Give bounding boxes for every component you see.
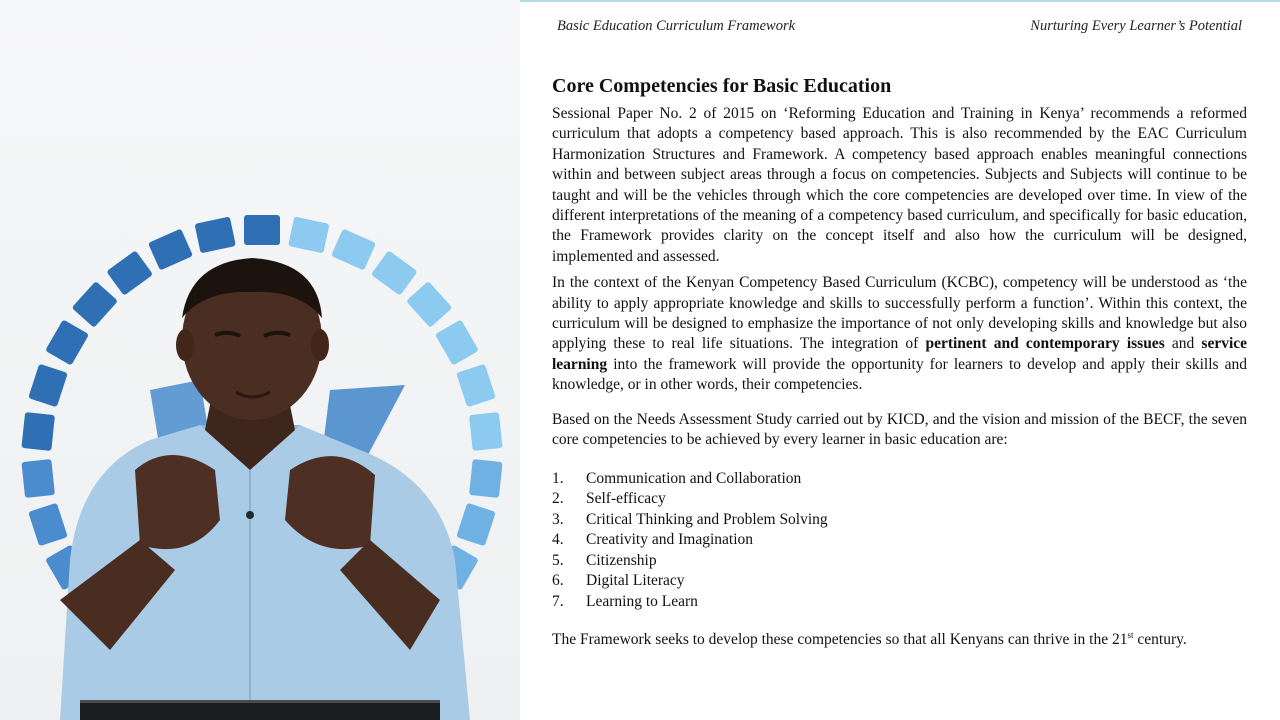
ordinal-suffix: st xyxy=(1127,629,1134,640)
list-text: Learning to Learn xyxy=(586,592,698,610)
presenter xyxy=(0,0,520,720)
list-number: 4. xyxy=(552,531,564,548)
list-item xyxy=(552,551,1247,572)
paragraph-competency-definition xyxy=(552,273,1247,395)
emphasis-service-learning: service learning xyxy=(552,335,1248,373)
list-text: Critical Thinking and Problem Solving xyxy=(586,510,828,528)
paragraph-needs-assessment: Based on the Needs Assessment Study carried out by KICD, and the vision and mission of the BECF, the seven core competencies to be achieved by every learner in basic education are: xyxy=(552,410,1247,449)
list-text: Citizenship xyxy=(586,551,657,569)
paragraph-text: In the context of the Kenyan Competency Based Curriculum (KCBC), competency will be understood as ‘the ability to apply appropriate knowledge and skills to successfully perform a function’. Within this context, the curriculum will be designed to emphasize the importance of not only developing skills and knowledge but also applying these to real life situations. The integration of xyxy=(552,274,1247,353)
list-item xyxy=(552,592,1247,613)
paragraph-text: century. xyxy=(1137,631,1187,648)
list-item xyxy=(552,489,1247,510)
list-text: Communication and Collaboration xyxy=(586,469,802,487)
list-text: Self-efficacy xyxy=(586,490,666,507)
section-title: Core Competencies for Basic Education xyxy=(552,75,892,97)
list-number: 3. xyxy=(552,510,564,528)
header-left-title: Basic Education Curriculum Framework xyxy=(557,18,796,34)
document-page xyxy=(520,0,1280,720)
list-number: 6. xyxy=(552,572,564,589)
paragraph-text: into the framework will provide the opportunity for learners to develop and apply their skills and knowledge, or in other words, their competencies. xyxy=(552,355,1248,394)
paragraph-conclusion xyxy=(552,630,1247,650)
core-competency-list xyxy=(552,469,1247,613)
video-feed xyxy=(0,0,520,720)
list-number: 1. xyxy=(552,469,564,487)
paragraph-intro: Sessional Paper No. 2 of 2015 on ‘Reforming Education and Training in Kenya’ recommends a reformed curriculum that adopts a competency based approach. This is also recommended by the EAC Curriculum Harmonization Structures and Framework. A competency based approach enables meaningful connections within and between subject areas through a focus on competencies. Subjects and Subjects will continue to be taught and will be the vehicles through which the core competencies are developed over time. In view of the different interpretations of the meaning of a competency based curriculum, and specifically for basic education, the Framework provides clarity on the concept itself and also how the curriculum will be designed, implemented and assessed. xyxy=(552,105,1247,265)
list-item xyxy=(552,510,1247,531)
emphasis-pertinent-issues: pertinent and contemporary issues xyxy=(925,335,1165,353)
paragraph-text: The Framework seeks to develop these competencies so that all Kenyans can thrive in the 21 xyxy=(552,631,1128,648)
document-body xyxy=(552,74,1247,650)
paragraph-text: and xyxy=(1171,335,1195,353)
list-item xyxy=(552,530,1247,551)
list-number: 5. xyxy=(552,551,564,569)
list-text: Creativity and Imagination xyxy=(586,531,754,548)
header-right-motto: Nurturing Every Learner’s Potential xyxy=(1030,18,1242,34)
list-item xyxy=(552,571,1247,592)
list-number: 7. xyxy=(552,592,564,610)
list-number: 2. xyxy=(552,490,564,507)
list-text: Digital Literacy xyxy=(586,572,685,589)
list-item xyxy=(552,469,1247,490)
